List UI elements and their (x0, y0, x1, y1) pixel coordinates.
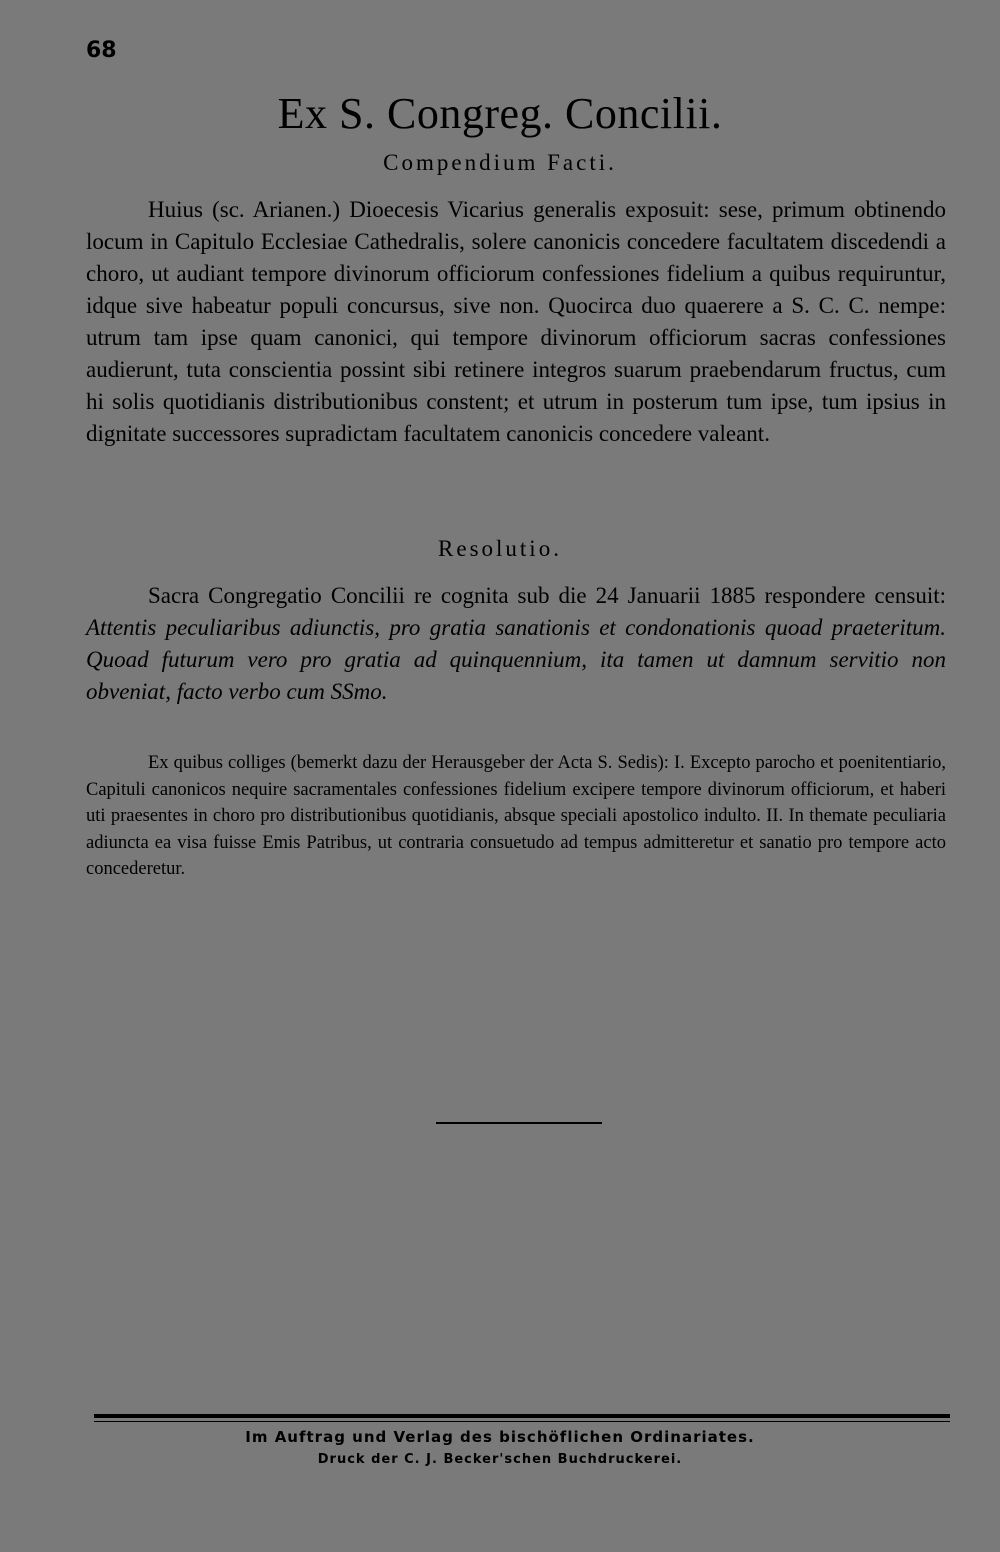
compendium-heading: Compendium Facti. (383, 150, 617, 175)
section-title: Ex S. Congreg. Concilii. (277, 89, 723, 138)
resolutio-intro: Sacra Congregatio Concilii re cognita sub die 24 Januarii 1885 respondere censuit: (148, 583, 946, 608)
imprint-publisher: Im Auftrag und Verlag des bischöflichen Ordinariates. (245, 1428, 755, 1446)
section-divider (436, 1122, 602, 1124)
editor-note (86, 750, 946, 883)
footer-rule-thick (94, 1414, 950, 1418)
imprint-printer: Druck der C. J. Becker'schen Buchdruckerei. (317, 1452, 683, 1467)
facti-text: Huius (sc. Arianen.) Dioecesis Vicarius generalis exposuit: sese, primum obtinendo locum in Capitulo Ecclesiae Cathedralis, solere canonicis concedere facultatem discedendi a choro, ut audiant tempore divinorum officiorum confessiones fidelium a quibus requiruntur, idque sive habeatur populi concursus, sive non. Quocirca duo quaerere a S. C. C. nempe: utrum tam ipse quam canonici, qui tempore divinorum officiorum sacras confessiones audierunt, tuta conscientia possint sibi retinere integros suarum praebendarum fructus, cum hi solis quotidianis distributionibus constent; et utrum in posterum tum ipse, tum ipsius in dignitate successores supradictam facultatem canonicis concedere valeant. (86, 197, 946, 446)
footer-rule-thin (94, 1421, 950, 1422)
facti-paragraph (86, 194, 946, 450)
resolutio-decision: Attentis peculiaribus adiunctis, pro gratia sanationis et condonationis quoad praeteritum. Quoad futurum vero pro gratia ad quinquennium, ita tamen ut damnum servitio non obveniat, facto verbo cum SSmo. (86, 615, 946, 704)
resolutio-paragraph (86, 580, 946, 708)
note-text: Ex quibus colliges (bemerkt dazu der Herausgeber der Acta S. Sedis): I. Excepto parocho et poenitentiario, Capituli canonicos nequire sacramentales confessiones fidelium excipere tempore divinorum officiorum, et haberi uti praesentes in choro pro distributionibus quotidianis, absque speciali apostolico indulto. II. In themate peculiaria adiuncta ea visa fuisse Emis Patribus, ut contraria consuetudo ad tempus admitteretur et sanatio pro tempore acto concederetur. (86, 753, 946, 880)
page-number: 68 (86, 38, 117, 63)
resolutio-heading: Resolutio. (438, 536, 562, 561)
